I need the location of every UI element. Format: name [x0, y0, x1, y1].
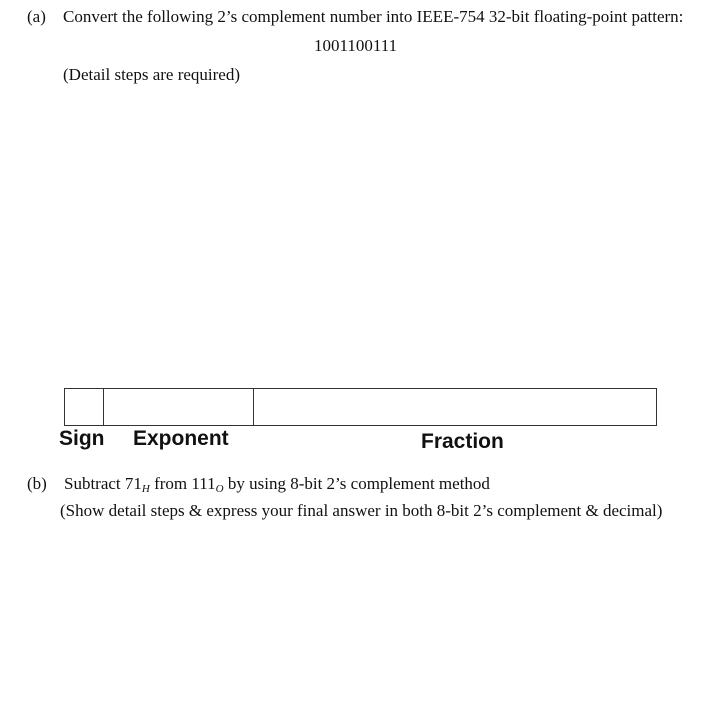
part-b-text-mid: from 111	[149, 474, 216, 493]
part-b-text-suffix: by using 8-bit 2’s complement method	[223, 474, 490, 493]
part-a-question: Convert the following 2’s complement number into IEEE-754 32-bit floating-point pattern:	[63, 7, 684, 26]
binary-number: 1001100111	[314, 36, 398, 55]
fraction-label: Fraction	[421, 430, 504, 453]
octal-subscript: O	[215, 483, 224, 495]
part-b-label: (b)	[27, 474, 47, 493]
part-a-note: (Detail steps are required)	[63, 65, 240, 84]
sign-field-box	[64, 388, 104, 426]
part-a-label: (a)	[27, 7, 46, 26]
hex-subscript: H	[141, 483, 150, 495]
part-b-note: (Show detail steps & express your final answer in both 8-bit 2’s complement & decimal)	[60, 501, 663, 520]
exponent-field-box	[103, 388, 254, 426]
fraction-field-box	[253, 388, 657, 426]
sign-label: Sign	[59, 427, 105, 450]
part-b-question	[64, 474, 490, 494]
exponent-label: Exponent	[133, 427, 229, 450]
part-b-text-prefix: Subtract 71	[64, 474, 142, 493]
